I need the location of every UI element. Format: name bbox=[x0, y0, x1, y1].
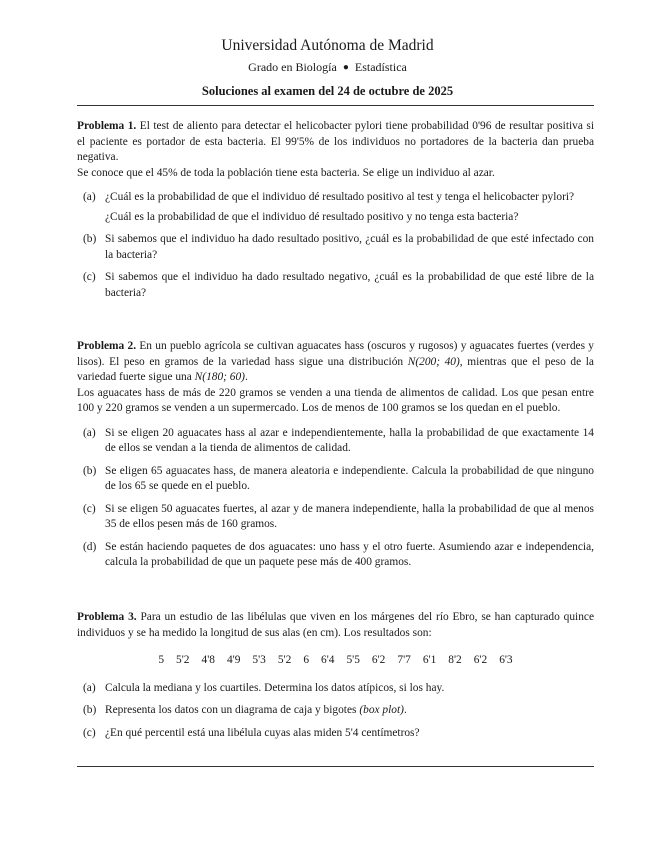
problem-3-items bbox=[77, 681, 594, 742]
item-text: Si sabemos que el individuo ha dado resultado negativo, ¿cuál es la probabilidad de que esté libre de la bacteria? bbox=[105, 271, 594, 299]
list-item bbox=[77, 681, 594, 697]
data-value: 5'2 bbox=[176, 654, 190, 666]
data-value: 6'2 bbox=[371, 654, 386, 666]
list-item bbox=[77, 703, 594, 719]
item-label: (a) bbox=[83, 191, 96, 203]
data-values bbox=[77, 653, 594, 669]
item-text: Calcula la mediana y los cuartiles. Determina los datos atípicos, si los hay. bbox=[105, 681, 445, 694]
list-item bbox=[77, 190, 594, 225]
course-line bbox=[0, 59, 655, 77]
item-text-extra: ¿Cuál es la probabilidad de que el individuo dé resultado positivo y no tenga esta bacteria? bbox=[105, 210, 519, 223]
problem-1-intro-2: Se conoce que el 45% de toda la población tiene esta bacteria. Se elige un individuo al azar. bbox=[77, 166, 495, 179]
top-rule bbox=[77, 105, 594, 106]
data-value: 6'2 bbox=[473, 654, 488, 666]
item-text-end: . bbox=[403, 704, 407, 716]
item-text: Se eligen 65 aguacates hass, de manera aleatoria e independiente. Calcula la probabilidad de que ninguno de los 65 se quede en el pueblo. bbox=[105, 464, 594, 492]
problem-3 bbox=[77, 610, 594, 741]
bottom-rule bbox=[77, 766, 594, 767]
header bbox=[0, 36, 655, 99]
problem-2-intro bbox=[77, 339, 594, 386]
problem-2-statement-end: . bbox=[244, 371, 248, 383]
distribution-fuerte: N(180; 60) bbox=[194, 371, 245, 383]
item-text-part: Representa los datos con un diagrama de caja y bigotes bbox=[105, 704, 357, 716]
bullet-separator: ● bbox=[342, 62, 349, 73]
data-value: 7'7 bbox=[397, 654, 411, 666]
subject-name: Estadística bbox=[354, 60, 407, 74]
item-label: (d) bbox=[83, 540, 97, 553]
distribution-hass: N(200; 40) bbox=[407, 355, 460, 368]
problem-1-intro bbox=[77, 119, 594, 166]
list-item bbox=[77, 270, 594, 301]
degree-name: Grado en Biología bbox=[248, 60, 337, 74]
problem-1-items bbox=[77, 190, 594, 301]
item-text: ¿En qué percentil está una libélula cuyas alas miden 5'4 centímetros? bbox=[105, 726, 420, 739]
data-value: 6'4 bbox=[321, 654, 335, 666]
problem-1-title: Problema 1. bbox=[77, 120, 137, 132]
list-item bbox=[77, 464, 594, 495]
problem-3-statement: Para un estudio de las libélulas que viven en los márgenes del río Ebro, se han capturado quince individuos y se ha medido la longitud de sus alas (en cm). Los resultados son: bbox=[77, 611, 594, 639]
list-item bbox=[77, 232, 594, 263]
problem-1-statement: El test de aliento para detectar el helicobacter pylori tiene probabilidad 0'96 de resultar positiva si el paciente es portador de esta bacteria. El 99'5% de los individuos no portadores de la bacteria dan prueba negativa. bbox=[77, 120, 594, 163]
problem-2-title: Problema 2. bbox=[77, 340, 137, 352]
data-value: 4'9 bbox=[226, 654, 241, 666]
item-label: (b) bbox=[83, 233, 97, 245]
data-value: 6'3 bbox=[499, 654, 513, 666]
problem-3-title: Problema 3. bbox=[77, 611, 137, 623]
problem-2-items bbox=[77, 426, 594, 571]
item-label: (b) bbox=[83, 464, 97, 477]
item-label: (c) bbox=[83, 726, 96, 739]
item-label: (c) bbox=[83, 271, 96, 283]
problem-2-statement: En un pueblo agrícola se cultivan aguacates hass (oscuros y rugosos) y aguacates fuertes (verdes y lisos). El peso en gramos de la variedad hass sigue una distribución bbox=[77, 340, 594, 368]
data-value: 5'3 bbox=[252, 654, 266, 666]
data-value: 5 bbox=[158, 654, 165, 666]
list-item bbox=[77, 426, 594, 457]
item-label: (c) bbox=[83, 502, 96, 515]
university-name: Universidad Autónoma de Madrid bbox=[221, 37, 434, 54]
problem-2-statement-cont: , mientras que el peso de la variedad fuerte sigue una bbox=[77, 355, 594, 383]
list-item bbox=[77, 726, 594, 742]
data-value: 4'8 bbox=[201, 654, 215, 666]
item-text: Si se eligen 20 aguacates hass al azar e independientemente, halla la probabilidad de que exactamente 14 de ellos se vendan a la tienda de alimentos de calidad. bbox=[105, 426, 594, 454]
item-text bbox=[105, 703, 594, 719]
item-text: Si sabemos que el individuo ha dado resultado positivo, ¿cuál es la probabilidad de que esté infectado con la bacteria? bbox=[105, 233, 594, 261]
item-label: (a) bbox=[83, 426, 96, 439]
item-text: ¿Cuál es la probabilidad de que el individuo dé resultado positivo al test y tenga el helicobacter pylori? bbox=[105, 191, 575, 203]
item-label: (b) bbox=[83, 704, 97, 716]
item-text: Si se eligen 50 aguacates fuertes, al azar y de manera independiente, halla la probabilidad de que al menos 35 de ellos pesen más de 160 gramos. bbox=[105, 502, 594, 530]
data-value: 6'1 bbox=[422, 654, 437, 666]
document-title: Soluciones al examen del 24 de octubre de 2025 bbox=[201, 84, 454, 98]
problem-1 bbox=[77, 119, 594, 301]
problem-2-intro-2: Los aguacates hass de más de 220 gramos se venden a una tienda de alimentos de calidad. Los que pesan entre 100 y 220 gramos se venden a un supermercado. Los de menos de 100 gramos se los quedan en el pueblo. bbox=[77, 386, 594, 414]
problem-3-intro bbox=[77, 610, 594, 641]
problem-2 bbox=[77, 339, 594, 571]
data-value: 8'2 bbox=[448, 654, 462, 666]
data-value: 5'2 bbox=[277, 654, 292, 666]
list-item bbox=[77, 502, 594, 533]
list-item bbox=[77, 540, 594, 571]
data-value: 6 bbox=[303, 654, 310, 666]
data-value: 5'5 bbox=[346, 654, 360, 666]
item-label: (a) bbox=[83, 681, 96, 694]
item-text-emphasis: (box plot) bbox=[359, 704, 404, 716]
item-text: Se están haciendo paquetes de dos aguacates: uno hass y el otro fuerte. Asumiendo azar e independencia, calcula la probabilidad de que un paquete pese más de 400 gramos. bbox=[105, 540, 594, 568]
